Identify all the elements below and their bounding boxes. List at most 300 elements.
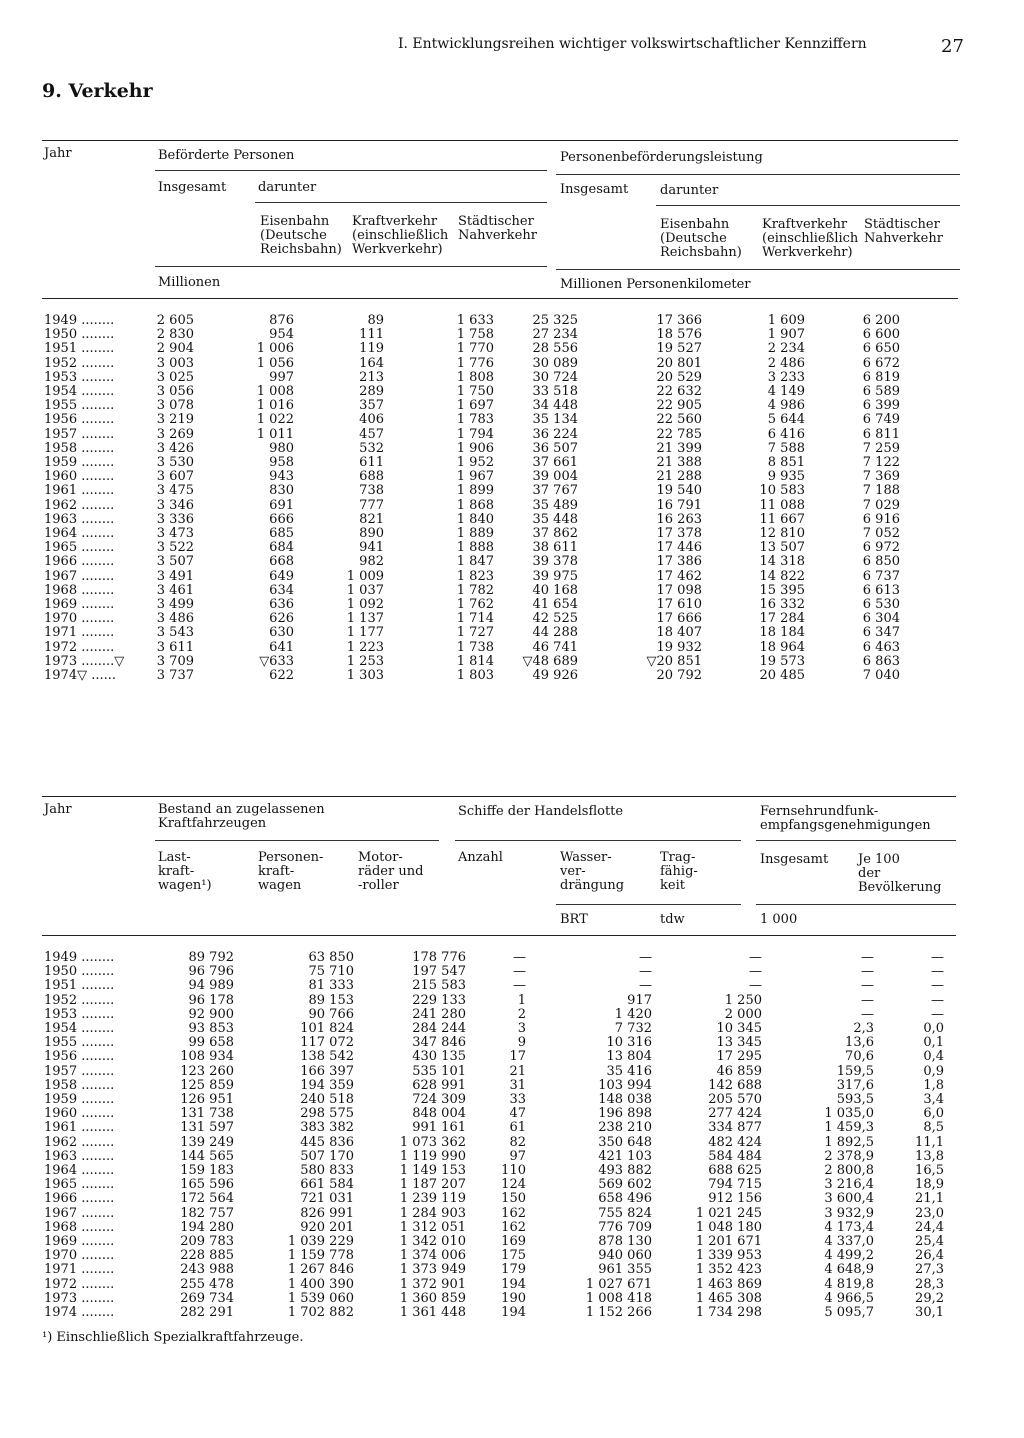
value-cell: 3 507 bbox=[156, 554, 194, 570]
value-cell: 22 560 bbox=[656, 412, 702, 428]
value-cell: 16,5 bbox=[915, 1163, 944, 1179]
value-cell: 1 039 229 bbox=[287, 1234, 354, 1250]
value-cell: 8 851 bbox=[767, 455, 805, 471]
value-cell: 2 830 bbox=[156, 327, 194, 343]
value-cell: 6 972 bbox=[862, 540, 900, 556]
year-cell: 1974 ........ bbox=[44, 1305, 115, 1321]
value-cell: 1 758 bbox=[456, 327, 494, 343]
value-cell: 125 859 bbox=[180, 1077, 234, 1093]
value-cell: 7 188 bbox=[862, 483, 900, 499]
value-cell: 958 bbox=[269, 455, 294, 471]
value-cell: 2 800,8 bbox=[824, 1163, 874, 1179]
year-cell: 1970 ........ bbox=[44, 1248, 115, 1264]
value-cell: 238 210 bbox=[598, 1120, 652, 1136]
table2-row bbox=[44, 1292, 944, 1306]
table1-row bbox=[44, 470, 900, 484]
value-cell: 940 060 bbox=[598, 1248, 652, 1264]
year-cell: 1960 ........ bbox=[44, 469, 115, 485]
value-cell: 17 610 bbox=[656, 597, 702, 613]
year-cell: 1965 ........ bbox=[44, 540, 115, 556]
table1-row bbox=[44, 371, 900, 385]
value-cell: 215 583 bbox=[412, 978, 466, 994]
value-cell: 7 029 bbox=[862, 497, 900, 513]
value-cell: 724 309 bbox=[412, 1092, 466, 1108]
value-cell: 126 951 bbox=[180, 1092, 234, 1108]
t1-header-jahr: Jahr bbox=[44, 146, 72, 161]
value-cell: 2 234 bbox=[767, 341, 805, 357]
value-cell: 3 219 bbox=[156, 412, 194, 428]
year-cell: 1960 ........ bbox=[44, 1106, 115, 1122]
table1-row bbox=[44, 413, 900, 427]
value-cell: 205 570 bbox=[708, 1092, 762, 1108]
value-cell: 794 715 bbox=[708, 1177, 762, 1193]
value-cell: 20 801 bbox=[656, 355, 702, 371]
value-cell: 229 133 bbox=[412, 992, 466, 1008]
value-cell: 7 369 bbox=[862, 469, 900, 485]
value-cell: 691 bbox=[269, 497, 294, 513]
value-cell: 6 916 bbox=[862, 511, 900, 527]
table1-row bbox=[44, 385, 900, 399]
value-cell: 29,2 bbox=[915, 1290, 944, 1306]
value-cell: 1 782 bbox=[456, 582, 494, 598]
value-cell: 20 792 bbox=[656, 668, 702, 684]
value-cell: 684 bbox=[269, 540, 294, 556]
value-cell: 3 607 bbox=[156, 469, 194, 485]
value-cell: — bbox=[861, 978, 874, 994]
value-cell: 1 073 362 bbox=[399, 1134, 466, 1150]
value-cell: 350 648 bbox=[598, 1134, 652, 1150]
t2-rule bbox=[756, 840, 956, 841]
t2-header-wasserverdraengung: Wasser- ver- drängung bbox=[560, 850, 625, 893]
table1-row bbox=[44, 328, 900, 342]
value-cell: 35 448 bbox=[532, 511, 578, 527]
value-cell: 1 702 882 bbox=[287, 1305, 354, 1321]
value-cell: 317,6 bbox=[836, 1077, 874, 1093]
value-cell: 1 056 bbox=[256, 355, 294, 371]
year-cell: 1961 ........ bbox=[44, 1120, 115, 1136]
value-cell: 1 967 bbox=[456, 469, 494, 485]
value-cell: 1 016 bbox=[256, 398, 294, 414]
t1-rule bbox=[155, 266, 547, 267]
value-cell: 1 814 bbox=[456, 653, 494, 669]
value-cell: 1 888 bbox=[456, 540, 494, 556]
t1-header-insgesamt-a: Insgesamt bbox=[158, 180, 227, 195]
value-cell: 6 200 bbox=[862, 313, 900, 328]
value-cell: 0,0 bbox=[923, 1021, 944, 1037]
value-cell: — bbox=[861, 992, 874, 1008]
table2-row bbox=[44, 1022, 944, 1036]
value-cell: 1 149 153 bbox=[399, 1163, 466, 1179]
value-cell: 13,8 bbox=[915, 1148, 944, 1164]
value-cell: 1 889 bbox=[456, 526, 494, 542]
value-cell: 46 859 bbox=[716, 1063, 762, 1079]
value-cell: 47 bbox=[509, 1106, 526, 1122]
value-cell: 3 233 bbox=[767, 369, 805, 385]
table2-row bbox=[44, 1249, 944, 1263]
year-cell: 1968 ........ bbox=[44, 1219, 115, 1235]
value-cell: 1 374 006 bbox=[399, 1248, 466, 1264]
value-cell: 4 819,8 bbox=[824, 1276, 874, 1292]
year-cell: 1952 ........ bbox=[44, 355, 115, 371]
value-cell: 1,8 bbox=[923, 1077, 944, 1093]
year-cell: 1964 ........ bbox=[44, 526, 115, 542]
value-cell: 1 152 266 bbox=[585, 1305, 652, 1321]
value-cell: 19 932 bbox=[656, 639, 702, 655]
value-cell: 101 824 bbox=[300, 1021, 354, 1037]
t1-unit-personenkilometer: Millionen Personenkilometer bbox=[560, 277, 751, 292]
year-cell: 1958 ........ bbox=[44, 440, 115, 456]
value-cell: 190 bbox=[501, 1290, 526, 1306]
t1-unit-millionen: Millionen bbox=[158, 275, 221, 290]
value-cell: 111 bbox=[359, 327, 384, 343]
value-cell: 164 bbox=[359, 355, 384, 371]
value-cell: 17 666 bbox=[656, 611, 702, 627]
value-cell: 1 239 119 bbox=[399, 1191, 466, 1207]
value-cell: 255 478 bbox=[180, 1276, 234, 1292]
value-cell: 755 824 bbox=[598, 1205, 652, 1221]
value-cell: 721 031 bbox=[300, 1191, 354, 1207]
value-cell: 1 727 bbox=[456, 625, 494, 641]
year-cell: 1969 ........ bbox=[44, 597, 115, 613]
value-cell: 1 048 180 bbox=[695, 1219, 762, 1235]
value-cell: 3 475 bbox=[156, 483, 194, 499]
table1-row bbox=[44, 641, 900, 655]
value-cell: 139 249 bbox=[180, 1134, 234, 1150]
value-cell: 1 027 671 bbox=[585, 1276, 652, 1292]
value-cell: 269 734 bbox=[180, 1290, 234, 1306]
value-cell: 1 738 bbox=[456, 639, 494, 655]
value-cell: 3 932,9 bbox=[824, 1205, 874, 1221]
value-cell: 1 021 245 bbox=[695, 1205, 762, 1221]
value-cell: 6 347 bbox=[862, 625, 900, 641]
year-cell: 1968 ........ bbox=[44, 582, 115, 598]
value-cell: 1 697 bbox=[456, 398, 494, 414]
value-cell: 2 000 bbox=[724, 1006, 762, 1022]
value-cell: 17 098 bbox=[656, 582, 702, 598]
table2-row bbox=[44, 1050, 944, 1064]
value-cell: 3 486 bbox=[156, 611, 194, 627]
year-cell: 1971 ........ bbox=[44, 625, 115, 641]
value-cell: 1 420 bbox=[614, 1006, 652, 1022]
year-cell: 1951 ........ bbox=[44, 978, 115, 994]
value-cell: 7 259 bbox=[862, 440, 900, 456]
value-cell: 997 bbox=[269, 369, 294, 385]
value-cell: 1 035,0 bbox=[824, 1106, 874, 1122]
year-cell: 1962 ........ bbox=[44, 497, 115, 513]
value-cell: — bbox=[931, 950, 944, 965]
value-cell: 94 989 bbox=[188, 978, 234, 994]
value-cell: 1 009 bbox=[346, 568, 384, 584]
value-cell: 1 899 bbox=[456, 483, 494, 499]
t1-header-befoerderte-personen: Beförderte Personen bbox=[158, 148, 295, 163]
value-cell: ▽48 689 bbox=[522, 653, 578, 669]
table2-row bbox=[44, 1008, 944, 1022]
value-cell: 243 988 bbox=[180, 1262, 234, 1278]
value-cell: 172 564 bbox=[180, 1191, 234, 1207]
year-cell: 1953 ........ bbox=[44, 1006, 115, 1022]
value-cell: 18 407 bbox=[656, 625, 702, 641]
year-cell: 1973 ........ bbox=[44, 1290, 115, 1306]
value-cell: 3 426 bbox=[156, 440, 194, 456]
t2-header-insgesamt: Insgesamt bbox=[760, 852, 829, 867]
section-title: 9. Verkehr bbox=[42, 80, 153, 102]
value-cell: 1 201 671 bbox=[695, 1234, 762, 1250]
year-cell: 1972 ........ bbox=[44, 639, 115, 655]
value-cell: 6 304 bbox=[862, 611, 900, 627]
value-cell: 6 613 bbox=[862, 582, 900, 598]
value-cell: 1 776 bbox=[456, 355, 494, 371]
value-cell: 284 244 bbox=[412, 1021, 466, 1037]
year-cell: 1966 ........ bbox=[44, 554, 115, 570]
value-cell: 209 783 bbox=[180, 1234, 234, 1250]
table1-row bbox=[44, 442, 900, 456]
value-cell: 1 633 bbox=[456, 313, 494, 328]
table1-row bbox=[44, 357, 900, 371]
t1-header-eisenbahn-b: Eisenbahn (Deutsche Reichsbahn) bbox=[660, 217, 742, 260]
table2-body bbox=[44, 951, 944, 1320]
year-cell: 1950 ........ bbox=[44, 964, 115, 980]
value-cell: — bbox=[749, 964, 762, 980]
year-cell: 1967 ........ bbox=[44, 1205, 115, 1221]
value-cell: 46 741 bbox=[532, 639, 578, 655]
value-cell: 17 386 bbox=[656, 554, 702, 570]
year-cell: 1955 ........ bbox=[44, 398, 115, 414]
value-cell: 7 122 bbox=[862, 455, 900, 471]
table1-row bbox=[44, 570, 900, 584]
value-cell: 10 345 bbox=[716, 1021, 762, 1037]
value-cell: 7 052 bbox=[862, 526, 900, 542]
value-cell: 1 223 bbox=[346, 639, 384, 655]
table2-row bbox=[44, 1093, 944, 1107]
year-cell: 1972 ........ bbox=[44, 1276, 115, 1292]
value-cell: 10 316 bbox=[606, 1035, 652, 1051]
value-cell: 14 318 bbox=[759, 554, 805, 570]
value-cell: 166 397 bbox=[300, 1063, 354, 1079]
value-cell: 0,1 bbox=[923, 1035, 944, 1051]
value-cell: 532 bbox=[359, 440, 384, 456]
table2-row bbox=[44, 1164, 944, 1178]
value-cell: 37 767 bbox=[532, 483, 578, 499]
value-cell: 30,1 bbox=[915, 1305, 944, 1321]
value-cell: 61 bbox=[509, 1120, 526, 1136]
value-cell: 36 224 bbox=[532, 426, 578, 442]
table1-row bbox=[44, 499, 900, 513]
value-cell: 1 284 903 bbox=[399, 1205, 466, 1221]
year-cell: 1952 ........ bbox=[44, 992, 115, 1008]
value-cell: 17 446 bbox=[656, 540, 702, 556]
value-cell: 96 796 bbox=[188, 964, 234, 980]
value-cell: 24,4 bbox=[915, 1219, 944, 1235]
table2-row bbox=[44, 1192, 944, 1206]
t1-header-darunter-b: darunter bbox=[660, 183, 719, 198]
value-cell: 2,3 bbox=[853, 1021, 874, 1037]
value-cell: 1 361 448 bbox=[399, 1305, 466, 1321]
year-cell: 1959 ........ bbox=[44, 1092, 115, 1108]
value-cell: 457 bbox=[359, 426, 384, 442]
value-cell: 14 822 bbox=[759, 568, 805, 584]
value-cell: 1 092 bbox=[346, 597, 384, 613]
table1-row bbox=[44, 428, 900, 442]
value-cell: 641 bbox=[269, 639, 294, 655]
value-cell: 630 bbox=[269, 625, 294, 641]
value-cell: 42 525 bbox=[532, 611, 578, 627]
value-cell: 1 952 bbox=[456, 455, 494, 471]
t1-header-staedtischer-a: Städtischer Nahverkehr bbox=[458, 214, 537, 243]
table2-row bbox=[44, 1036, 944, 1050]
value-cell: 4 499,2 bbox=[824, 1248, 874, 1264]
value-cell: 17 378 bbox=[656, 526, 702, 542]
value-cell: 1 840 bbox=[456, 511, 494, 527]
value-cell: 22 632 bbox=[656, 384, 702, 400]
t2-rule bbox=[155, 840, 439, 841]
value-cell: 1 907 bbox=[767, 327, 805, 343]
value-cell: 28,3 bbox=[915, 1276, 944, 1292]
table1-body bbox=[44, 314, 900, 683]
value-cell: 848 004 bbox=[412, 1106, 466, 1122]
value-cell: 1 714 bbox=[456, 611, 494, 627]
value-cell: 6 672 bbox=[862, 355, 900, 371]
year-cell: 1949 ........ bbox=[44, 313, 115, 328]
table2-top-rule bbox=[42, 796, 956, 797]
value-cell: 3 336 bbox=[156, 511, 194, 527]
value-cell: 982 bbox=[359, 554, 384, 570]
value-cell: 21,1 bbox=[915, 1191, 944, 1207]
table1-row bbox=[44, 555, 900, 569]
table1-row bbox=[44, 484, 900, 498]
year-cell: 1970 ........ bbox=[44, 611, 115, 627]
value-cell: 117 072 bbox=[300, 1035, 354, 1051]
value-cell: 41 654 bbox=[532, 597, 578, 613]
value-cell: 6 749 bbox=[862, 412, 900, 428]
value-cell: 119 bbox=[359, 341, 384, 357]
table1-row bbox=[44, 513, 900, 527]
table2-row bbox=[44, 1065, 944, 1079]
running-header: I. Entwicklungsreihen wichtiger volkswirtschaftlicher Kennziffern bbox=[398, 36, 867, 52]
value-cell: 194 359 bbox=[300, 1077, 354, 1093]
table2-row bbox=[44, 1221, 944, 1235]
table1-row bbox=[44, 342, 900, 356]
table1-row bbox=[44, 612, 900, 626]
value-cell: 194 bbox=[501, 1276, 526, 1292]
value-cell: 535 101 bbox=[412, 1063, 466, 1079]
value-cell: 890 bbox=[359, 526, 384, 542]
value-cell: 240 518 bbox=[300, 1092, 354, 1108]
value-cell: 3 499 bbox=[156, 597, 194, 613]
value-cell: 194 280 bbox=[180, 1219, 234, 1235]
table1-row bbox=[44, 669, 900, 683]
value-cell: 2 904 bbox=[156, 341, 194, 357]
value-cell: 44 288 bbox=[532, 625, 578, 641]
year-cell: 1969 ........ bbox=[44, 1234, 115, 1250]
value-cell: 10 583 bbox=[759, 483, 805, 499]
value-cell: 878 130 bbox=[598, 1234, 652, 1250]
value-cell: 89 bbox=[367, 313, 384, 328]
value-cell: 39 975 bbox=[532, 568, 578, 584]
value-cell: 1 008 418 bbox=[585, 1290, 652, 1306]
value-cell: 954 bbox=[269, 327, 294, 343]
value-cell: 445 836 bbox=[300, 1134, 354, 1150]
value-cell: 334 877 bbox=[708, 1120, 762, 1136]
t2-header-personenkraftwagen: Personen- kraft- wagen bbox=[258, 850, 324, 893]
value-cell: 12 810 bbox=[759, 526, 805, 542]
value-cell: 1 823 bbox=[456, 568, 494, 584]
value-cell: 738 bbox=[359, 483, 384, 499]
value-cell: 1 312 051 bbox=[399, 1219, 466, 1235]
year-cell: 1971 ........ bbox=[44, 1262, 115, 1278]
value-cell: 6 650 bbox=[862, 341, 900, 357]
value-cell: 6 589 bbox=[862, 384, 900, 400]
t2-header-anzahl: Anzahl bbox=[458, 850, 503, 865]
value-cell: 943 bbox=[269, 469, 294, 485]
value-cell: 36 507 bbox=[532, 440, 578, 456]
value-cell: 1 267 846 bbox=[287, 1262, 354, 1278]
value-cell: — bbox=[749, 950, 762, 965]
value-cell: 0,4 bbox=[923, 1049, 944, 1065]
value-cell: 1 783 bbox=[456, 412, 494, 428]
value-cell: 1 808 bbox=[456, 369, 494, 385]
table2-row bbox=[44, 979, 944, 993]
value-cell: 876 bbox=[269, 313, 294, 328]
year-cell: 1973 ........▽ bbox=[44, 653, 125, 669]
value-cell: 18 576 bbox=[656, 327, 702, 343]
value-cell: 584 484 bbox=[708, 1148, 762, 1164]
value-cell: 569 602 bbox=[598, 1177, 652, 1193]
value-cell: 6,0 bbox=[923, 1106, 944, 1122]
value-cell: — bbox=[513, 978, 526, 994]
value-cell: 5 644 bbox=[767, 412, 805, 428]
table1-row bbox=[44, 527, 900, 541]
value-cell: 3 bbox=[517, 1021, 526, 1037]
value-cell: 661 584 bbox=[300, 1177, 354, 1193]
value-cell: 777 bbox=[359, 497, 384, 513]
value-cell: 7 732 bbox=[614, 1021, 652, 1037]
value-cell: 3 078 bbox=[156, 398, 194, 414]
table2-row bbox=[44, 1207, 944, 1221]
footnote: ¹) Einschließlich Spezialkraftfahrzeuge. bbox=[42, 1330, 304, 1345]
value-cell: 421 103 bbox=[598, 1148, 652, 1164]
value-cell: 8,5 bbox=[923, 1120, 944, 1136]
value-cell: 1 250 bbox=[724, 992, 762, 1008]
value-cell: 688 625 bbox=[708, 1163, 762, 1179]
value-cell: — bbox=[931, 978, 944, 994]
value-cell: 912 156 bbox=[708, 1191, 762, 1207]
value-cell: 16 263 bbox=[656, 511, 702, 527]
t2-header-lastkraftwagen: Last- kraft- wagen¹) bbox=[158, 850, 212, 893]
value-cell: 430 135 bbox=[412, 1049, 466, 1065]
value-cell: 159 183 bbox=[180, 1163, 234, 1179]
value-cell: 9 935 bbox=[767, 469, 805, 485]
value-cell: 20 529 bbox=[656, 369, 702, 385]
year-cell: 1958 ........ bbox=[44, 1077, 115, 1093]
t2-header-motorraeder: Motor- räder und -roller bbox=[358, 850, 424, 893]
value-cell: 38 611 bbox=[532, 540, 578, 556]
t2-unit-tdw: tdw bbox=[660, 912, 685, 927]
value-cell: 17 284 bbox=[759, 611, 805, 627]
value-cell: 6 530 bbox=[862, 597, 900, 613]
value-cell: 1 bbox=[517, 992, 526, 1008]
value-cell: 0,9 bbox=[923, 1063, 944, 1079]
value-cell: 383 382 bbox=[300, 1120, 354, 1136]
value-cell: — bbox=[513, 950, 526, 965]
value-cell: 1 008 bbox=[256, 384, 294, 400]
value-cell: 2 bbox=[517, 1006, 526, 1022]
value-cell: 179 bbox=[501, 1262, 526, 1278]
t2-unit-1000: 1 000 bbox=[760, 912, 798, 927]
value-cell: 18 184 bbox=[759, 625, 805, 641]
value-cell: 5 095,7 bbox=[824, 1305, 874, 1321]
value-cell: 991 161 bbox=[412, 1120, 466, 1136]
t1-rule bbox=[556, 269, 960, 270]
